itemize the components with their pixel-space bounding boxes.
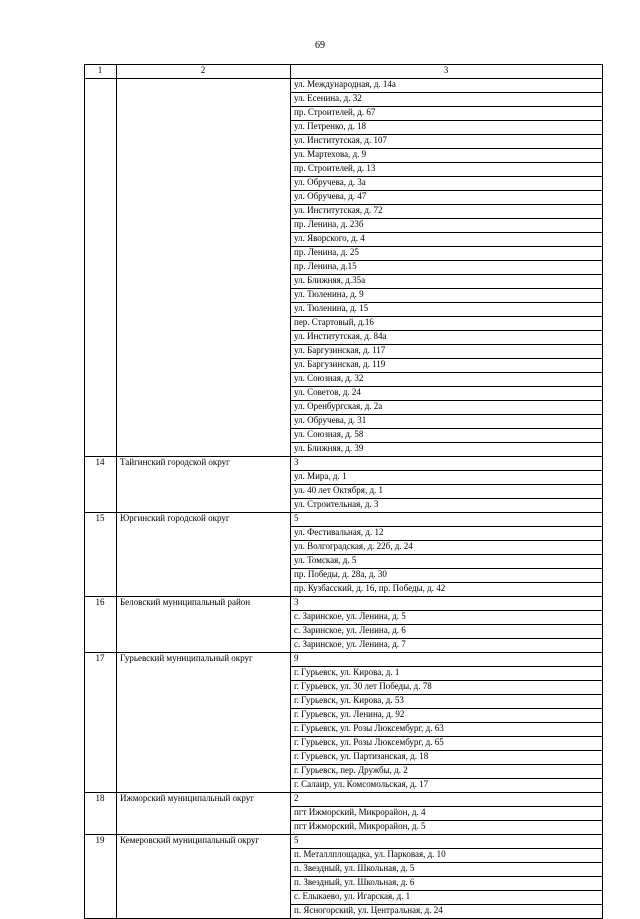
address-cell: пр. Кузбасский, д. 16, пр. Победы, д. 42: [291, 583, 603, 597]
address-cell: пр. Строителей, д. 67: [291, 107, 603, 121]
address-cell: пр. Ленина, д.15: [291, 261, 603, 275]
table-row: [85, 793, 603, 807]
municipality-name-cell: [117, 79, 291, 457]
address-cell: ул. Институтская, д. 72: [291, 205, 603, 219]
address-cell: г. Гурьевск, ул. Кирова, д. 53: [291, 695, 603, 709]
address-table: [84, 64, 603, 919]
column-header-municipality: 2: [117, 65, 291, 79]
municipality-name-cell: Беловский муниципальный район: [117, 597, 291, 653]
row-number-cell: [85, 79, 117, 457]
address-cell: ул. Томская, д. 5: [291, 555, 603, 569]
address-cell: пр. Ленина, д. 23б: [291, 219, 603, 233]
address-cell: ул. Волгоградская, д. 22б, д. 24: [291, 541, 603, 555]
address-cell: г. Гурьевск, ул. Розы Люксембург, д. 63: [291, 723, 603, 737]
municipality-name-cell: Гурьевский муниципальный округ: [117, 653, 291, 793]
address-cell: ул. Ближняя, д. 39: [291, 443, 603, 457]
table-row: [85, 653, 603, 667]
address-cell: г. Гурьевск, ул. Кирова, д. 1: [291, 667, 603, 681]
address-cell: г. Гурьевск, пер. Дружбы, д. 2: [291, 765, 603, 779]
count-cell: 5: [291, 835, 603, 849]
address-cell: пр. Ленина, д. 25: [291, 247, 603, 261]
municipality-name-cell: Тайгинский городской округ: [117, 457, 291, 513]
address-cell: пгт Ижморский, Микрорайон, д. 5: [291, 821, 603, 835]
row-number-cell: 15: [85, 513, 117, 597]
address-cell: ул. Обручева, д. 3а: [291, 177, 603, 191]
address-cell: ул. Баргузинская, д. 119: [291, 359, 603, 373]
address-cell: ул. Обручева, д. 31: [291, 415, 603, 429]
address-cell: ул. Петренко, д. 18: [291, 121, 603, 135]
count-cell: 3: [291, 457, 603, 471]
row-number-cell: 17: [85, 653, 117, 793]
table-row: [85, 457, 603, 471]
address-cell: ул. Союзная, д. 32: [291, 373, 603, 387]
address-cell: ул. 40 лет Октября, д. 1: [291, 485, 603, 499]
address-cell: пр. Победы, д. 28а, д. 30: [291, 569, 603, 583]
address-cell: ул. Обручева, д. 47: [291, 191, 603, 205]
municipality-name-cell: Юргинский городской округ: [117, 513, 291, 597]
address-cell: ул. Мира, д. 1: [291, 471, 603, 485]
address-cell: ул. Яворского, д. 4: [291, 233, 603, 247]
table-body: [85, 79, 603, 919]
address-cell: ул. Есенина, д. 32: [291, 93, 603, 107]
address-cell: ул. Международная, д. 14а: [291, 79, 603, 93]
table-row: [85, 513, 603, 527]
address-cell: п. Звездный, ул. Школьная, д. 5: [291, 863, 603, 877]
address-cell: ул. Ближняя, д.35а: [291, 275, 603, 289]
address-cell: ул. Союзная, д. 58: [291, 429, 603, 443]
address-cell: г. Гурьевск, ул. Партизанская, д. 18: [291, 751, 603, 765]
address-cell: с. Елыкаево, ул. Игарская, д. 1: [291, 891, 603, 905]
count-cell: 9: [291, 653, 603, 667]
address-cell: п. Звездный, ул. Школьная, д. 6: [291, 877, 603, 891]
column-header-addresses: 3: [291, 65, 603, 79]
row-number-cell: 16: [85, 597, 117, 653]
address-cell: ул. Оренбургская, д. 2а: [291, 401, 603, 415]
address-cell: ул. Мартехова, д. 9: [291, 149, 603, 163]
address-cell: г. Гурьевск, ул. Ленина, д. 92: [291, 709, 603, 723]
address-cell: с. Заринское, ул. Ленина, д. 7: [291, 639, 603, 653]
address-cell: пгт Ижморский, Микрорайон, д. 4: [291, 807, 603, 821]
address-cell: пр. Строителей, д. 13: [291, 163, 603, 177]
address-cell: ул. Баргузинская, д. 117: [291, 345, 603, 359]
count-cell: 5: [291, 513, 603, 527]
address-cell: п. Металлплощадка, ул. Парковая, д. 10: [291, 849, 603, 863]
address-cell: г. Салаир, ул. Комсомольская, д. 17: [291, 779, 603, 793]
table-row: [85, 597, 603, 611]
address-cell: пер. Стартовый, д.16: [291, 317, 603, 331]
table-row: [85, 835, 603, 849]
row-number-cell: 18: [85, 793, 117, 835]
address-cell: ул. Тюленина, д. 9: [291, 289, 603, 303]
page-number: 69: [315, 40, 325, 51]
count-cell: 3: [291, 597, 603, 611]
municipality-name-cell: Ижморский муниципальный округ: [117, 793, 291, 835]
row-number-cell: 14: [85, 457, 117, 513]
municipality-name-cell: Кемеровский муниципальный округ: [117, 835, 291, 919]
address-cell: ул. Институтская, д. 84а: [291, 331, 603, 345]
address-cell: г. Гурьевск, ул. Розы Люксембург, д. 65: [291, 737, 603, 751]
count-cell: 2: [291, 793, 603, 807]
address-cell: ул. Институтская, д. 107: [291, 135, 603, 149]
address-cell: ул. Советов, д. 24: [291, 387, 603, 401]
address-cell: п. Ясногорский, ул. Центральная, д. 24: [291, 905, 603, 919]
address-cell: с. Заринское, ул. Ленина, д. 6: [291, 625, 603, 639]
table-header-row: [85, 65, 603, 79]
column-header-number: 1: [85, 65, 117, 79]
address-cell: с. Заринское, ул. Ленина, д. 5: [291, 611, 603, 625]
address-cell: ул. Тюленина, д. 15: [291, 303, 603, 317]
table-row: [85, 79, 603, 93]
address-cell: ул. Фестивальная, д. 12: [291, 527, 603, 541]
address-cell: г. Гурьевск, ул. 30 лет Победы, д. 78: [291, 681, 603, 695]
row-number-cell: 19: [85, 835, 117, 919]
address-cell: ул. Строительная, д. 3: [291, 499, 603, 513]
